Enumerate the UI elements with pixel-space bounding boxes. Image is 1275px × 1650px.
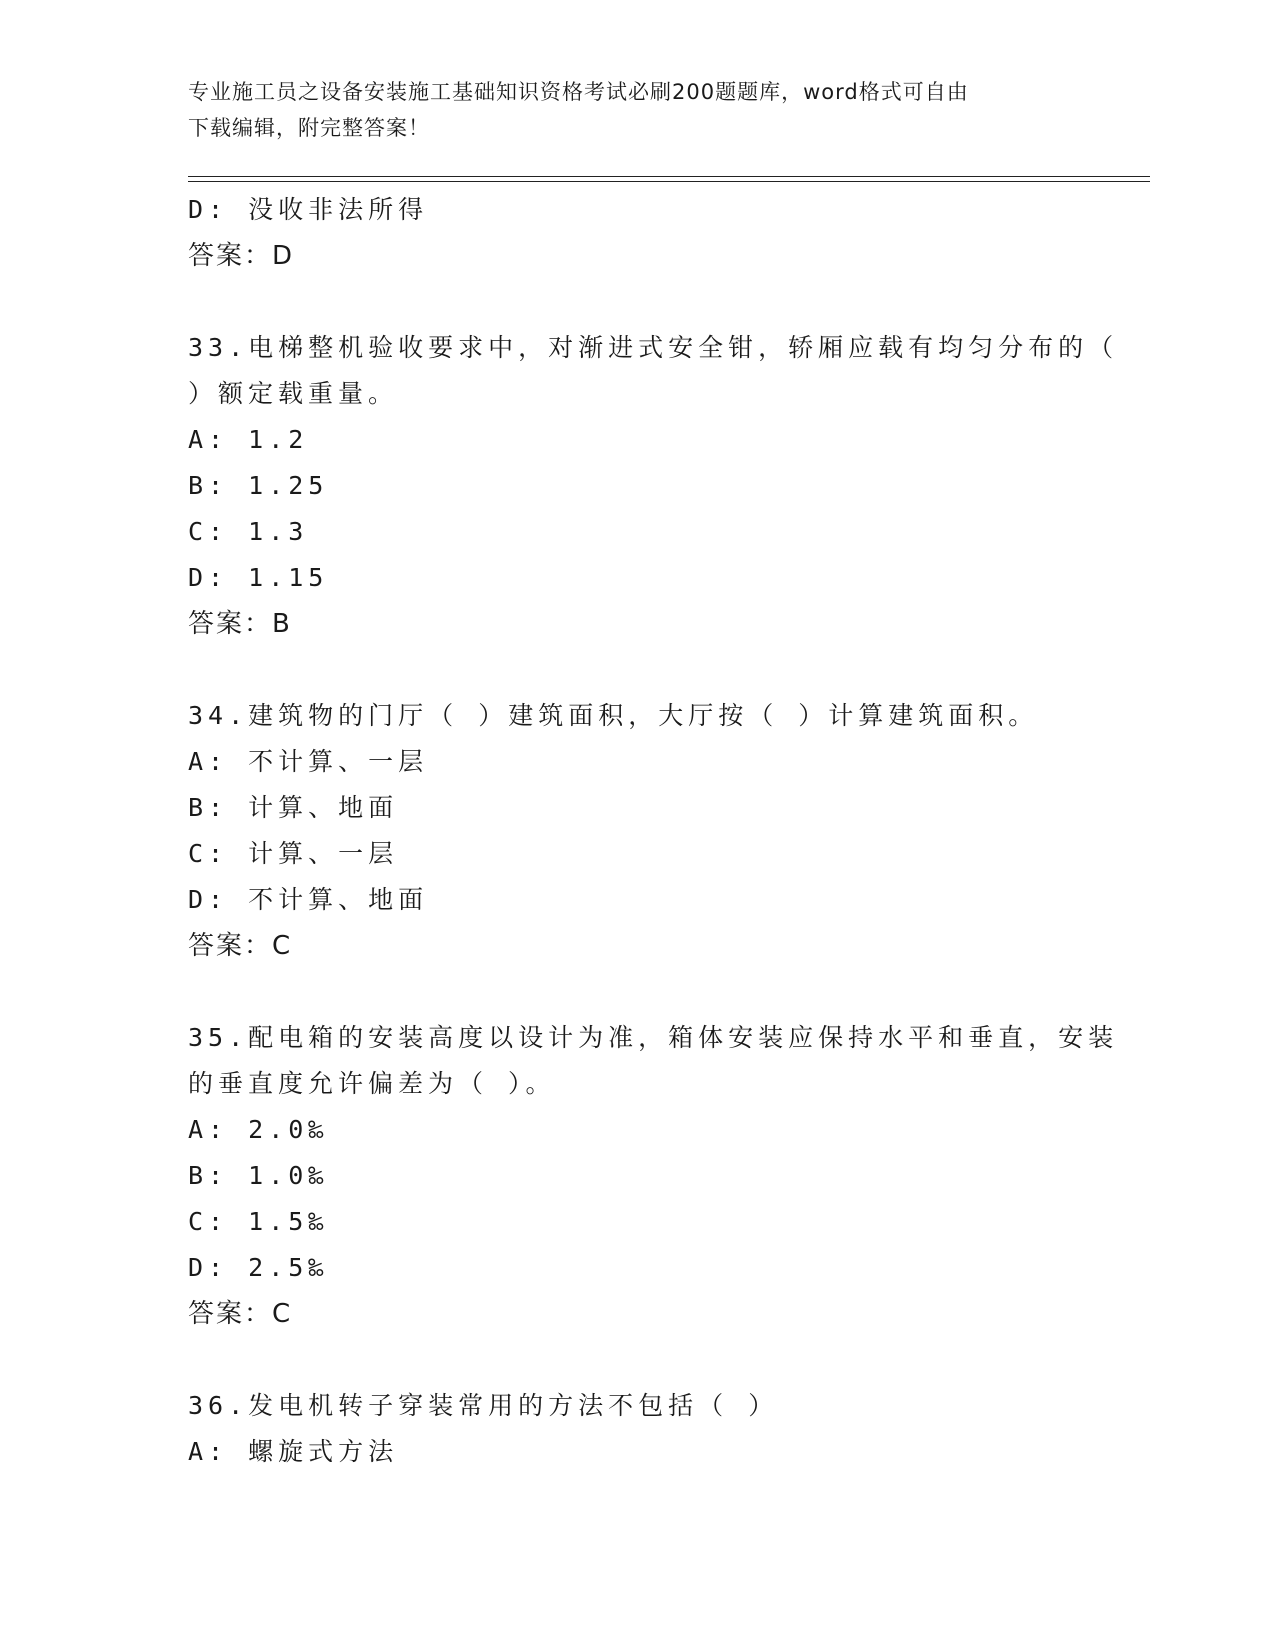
header-divider-bottom — [188, 181, 1150, 182]
option-b: B: 1.25 — [188, 471, 329, 500]
option-c: C: 1.5‰ — [188, 1207, 329, 1236]
question-block-34 — [188, 693, 1088, 969]
document-header — [188, 74, 1088, 146]
option-d: D: 2.5‰ — [188, 1253, 329, 1282]
option-c: C: 1.3 — [188, 517, 309, 546]
question-text: 36.发电机转子穿装常用的方法不包括（ ） — [188, 1391, 779, 1420]
spacer — [188, 969, 1088, 1015]
question-block-36 — [188, 1383, 1088, 1475]
header-divider-top — [188, 176, 1150, 177]
spacer — [188, 647, 1088, 693]
header-line-2: 下载编辑，附完整答案！ — [188, 116, 430, 140]
question-block-previous — [188, 187, 1088, 279]
option-b: B: 计算、地面 — [188, 793, 399, 822]
option-d: D: 不计算、地面 — [188, 885, 429, 914]
option-d: D: 1.15 — [188, 563, 329, 592]
question-text-continued: 的垂直度允许偏差为（ ）。 — [188, 1069, 556, 1098]
option-a: A: 螺旋式方法 — [188, 1437, 399, 1466]
answer-line: 答案：D — [188, 241, 295, 271]
question-block-33 — [188, 325, 1119, 647]
option-a: A: 不计算、一层 — [188, 747, 429, 776]
answer-line: 答案：C — [188, 1299, 293, 1329]
question-text: 33.电梯整机验收要求中，对渐进式安全钳，轿厢应载有均匀分布的（ — [188, 333, 1119, 362]
question-text-continued: ）额定载重量。 — [188, 379, 399, 408]
option-b: B: 1.0‰ — [188, 1161, 329, 1190]
header-line-1: 专业施工员之设备安装施工基础知识资格考试必刷200题题库，word格式可自由 — [188, 80, 969, 104]
answer-line: 答案：C — [188, 931, 293, 961]
option-a: A: 2.0‰ — [188, 1115, 329, 1144]
spacer — [188, 1337, 1088, 1383]
option-a: A: 1.2 — [188, 425, 309, 454]
spacer — [188, 279, 1088, 325]
question-text: 35.配电箱的安装高度以设计为准，箱体安装应保持水平和垂直，安装 — [188, 1023, 1119, 1052]
answer-line: 答案：B — [188, 609, 292, 639]
question-block-35 — [188, 1015, 1119, 1337]
option-d: D: 没收非法所得 — [188, 195, 429, 224]
option-c: C: 计算、一层 — [188, 839, 399, 868]
question-text: 34.建筑物的门厅（ ）建筑面积，大厅按（ ）计算建筑面积。 — [188, 701, 1039, 730]
question-list — [188, 187, 1119, 1475]
